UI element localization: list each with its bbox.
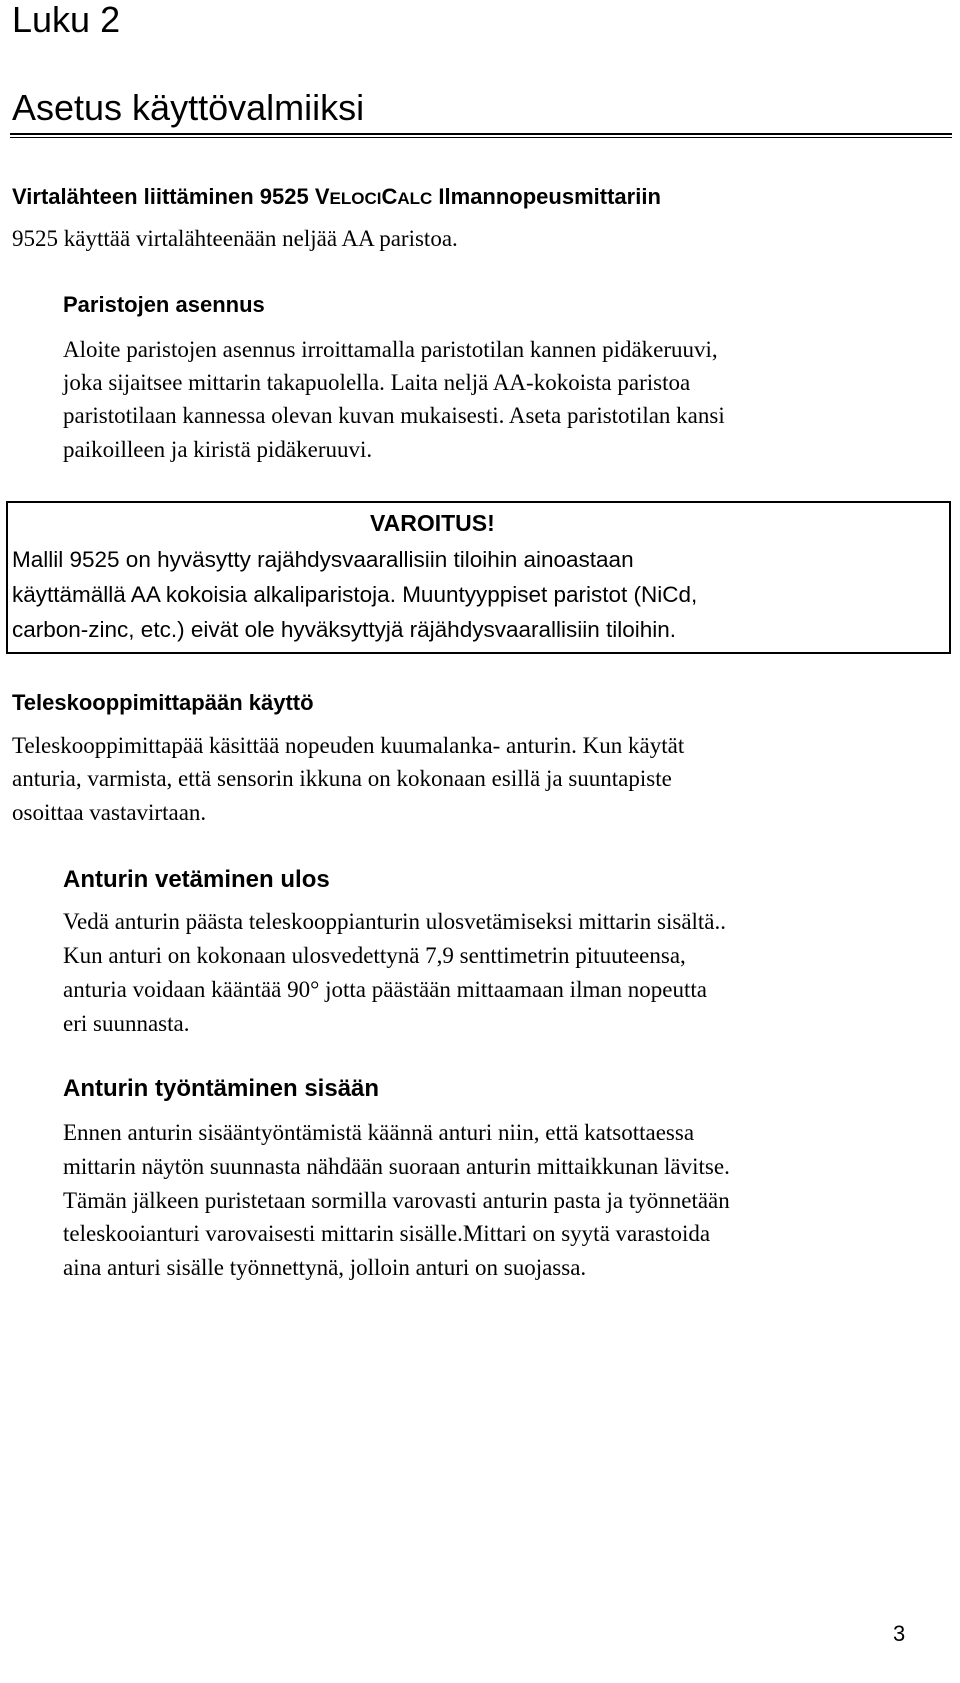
warning-line: Mallil 9525 on hyväsytty rajähdysvaarallisiin tiloihin ainoastaan (12, 547, 634, 572)
telescope-line: Teleskooppimittapää käsittää nopeuden kuumalanka- anturin. Kun käytät (12, 733, 685, 758)
power-heading-sc2: ALC (397, 189, 433, 208)
page-number: 3 (893, 1621, 906, 1646)
extend-line: anturia voidaan kääntää 90° jotta päästään mittaamaan ilman nopeutta (63, 977, 707, 1002)
warning-line: carbon-zinc, etc.) eivät ole hyväksyttyjä räjähdysvaarallisiin tiloihin. (12, 617, 677, 642)
batteries-line: Aloite paristojen asennus irroittamalla paristotilan kannen pidäkeruuvi, (63, 337, 718, 362)
retract-heading: Anturin työntäminen sisään (63, 1075, 380, 1102)
telescope-line: anturia, varmista, että sensorin ikkuna on kokonaan esillä ja suuntapiste (12, 766, 672, 791)
power-heading (12, 183, 661, 213)
retract-line: Ennen anturin sisääntyöntämistä käännä anturi niin, että katsottaessa (63, 1120, 695, 1145)
batteries-line: paikoilleen ja kiristä pidäkeruuvi. (63, 437, 373, 462)
retract-line: Tämän jälkeen puristetaan sormilla varovasti anturin pasta ja työnnetään (63, 1188, 730, 1213)
page-title: Asetus käyttövalmiiksi (12, 87, 365, 128)
batteries-heading: Paristojen asennus (63, 292, 265, 317)
extend-line: eri suunnasta. (63, 1011, 190, 1036)
power-heading-sc1: ELOCI (329, 189, 382, 208)
power-text: 9525 käyttää virtalähteenään neljää AA paristoa. (12, 226, 458, 251)
batteries-line: joka sijaitsee mittarin takapuolella. Laita neljä AA-kokoista paristoa (63, 370, 691, 395)
warning-line: käyttämällä AA kokoisia alkaliparistoja. Muuntyyppiset paristot (NiCd, (12, 582, 698, 607)
warning-text (12, 542, 942, 647)
power-heading-pre: Virtalähteen liittäminen 9525 V (12, 184, 330, 209)
power-heading-mid: C (381, 184, 398, 209)
power-heading-post: Ilmannopeusmittariin (432, 184, 661, 209)
extend-line: Vedä anturin päästa teleskooppianturin ulosvetämiseksi mittarin sisältä.. (63, 909, 727, 934)
extend-heading: Anturin vetäminen ulos (63, 866, 330, 893)
telescope-line: osoittaa vastavirtaan. (12, 800, 207, 825)
retract-line: mittarin näytön suunnasta nähdään suoraan anturin mittaikkunan lävitse. (63, 1154, 730, 1179)
retract-line: aina anturi sisälle työnnettynä, jolloin anturi on suojassa. (63, 1255, 587, 1280)
extend-line: Kun anturi on kokonaan ulosvedettynä 7,9 senttimetrin pituuteensa, (63, 943, 686, 968)
title-divider (10, 133, 952, 138)
retract-line: teleskooianturi varovaisesti mittarin sisälle.Mittari on syytä varastoida (63, 1221, 711, 1246)
chapter-label: Luku 2 (12, 0, 121, 40)
warning-title: VAROITUS! (370, 510, 495, 536)
telescope-heading: Teleskooppimittapään käyttö (12, 690, 314, 715)
batteries-line: paristotilaan kannessa olevan kuvan mukaisesti. Aseta paristotilan kansi (63, 403, 725, 428)
